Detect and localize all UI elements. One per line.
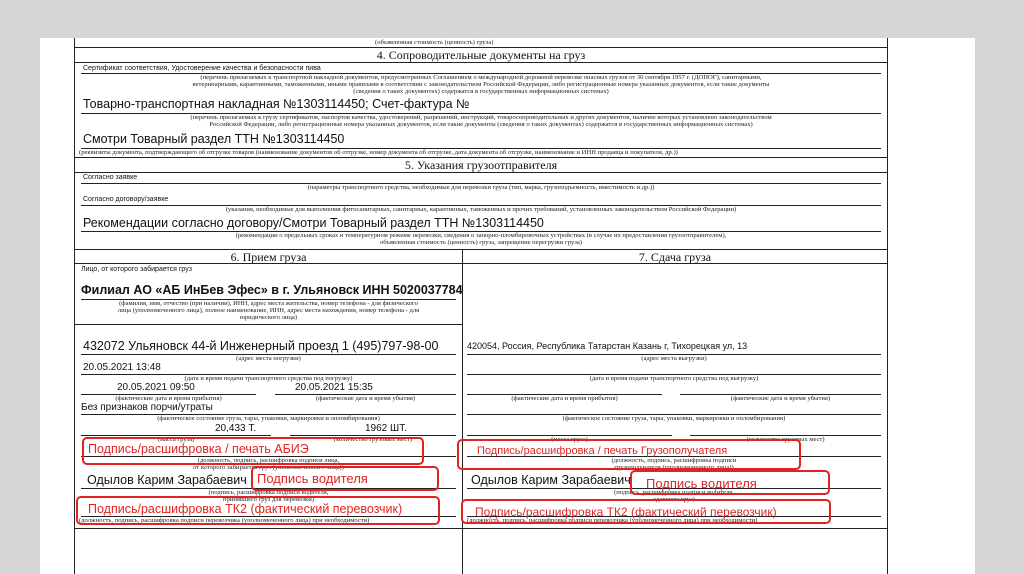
s4-doc2: Смотри Товарный раздел ТТН №1303114450 xyxy=(83,132,345,146)
s6-date-submit-note: (дата и время подачи транспортного средства под погрузку) xyxy=(184,375,353,382)
section-4-header: 4. Сопроводительные документы на груз xyxy=(376,48,586,62)
rule xyxy=(75,249,887,250)
s6-date-submit: 20.05.2021 13:48 xyxy=(83,362,161,373)
s6-org-note-a: (фамилия, имя, отчество (при наличии), ИНН, адрес места жительства, номер телефона - для физического xyxy=(119,300,418,307)
s6-state: Без признаков порчи/утраты xyxy=(81,402,213,413)
rule xyxy=(75,528,887,529)
s5-line2: Согласно договору/заявке xyxy=(83,196,169,203)
annotation-left-signature xyxy=(82,437,424,465)
annotation-right-driver xyxy=(630,470,830,495)
s7-mass-note: (масса груза) xyxy=(551,436,588,443)
s5-note2: (указания, необходимые для выполнения фитосанитарных, санитарных, карантинных, таможенных и прочих требований, установленных законодательством Российской Федерации) xyxy=(225,206,737,213)
rule xyxy=(75,62,887,63)
document-sheet xyxy=(40,38,975,574)
annotation-right-signature-text: Подпись/расшифровка / печать Грузополучателя xyxy=(477,445,728,457)
annotation-left-carrier-text: Подпись/расшифровка ТК2 (фактический перевозчик) xyxy=(88,502,403,516)
s6-org: Филиал АО «АБ ИнБев Эфес» в г. Ульяновск ИНН 5020037784 xyxy=(81,283,463,297)
s7-driver-note-a: (подпись, расшифровка подписи водителя, xyxy=(614,489,734,496)
s6-carrier-note: (должность, подпись, расшифровка подписи перевозчика (уполномоченного лица) при необходимости) xyxy=(79,517,370,524)
rule xyxy=(75,324,462,325)
s7-sig-note-b: грузополучателя (уполномоченного лица)) xyxy=(614,464,734,471)
s7-address: 420054, Россия, Республика Татарстан Казань г, Тихорецкая ул, 13 xyxy=(467,341,748,351)
s6-mass-note: (масса груза) xyxy=(157,436,195,443)
section-6-header: 6. Прием груза xyxy=(230,250,307,264)
s6-mass: 20,433 Т. xyxy=(215,423,257,434)
s6-departure-note: (фактические дата и время убытия) xyxy=(315,395,416,402)
s7-departure-note: (фактические дата и время убытия) xyxy=(730,395,831,402)
s6-arrival: 20.05.2021 09:50 xyxy=(117,382,195,393)
s5-line3: Рекомендации согласно договору/Смотри Товарный раздел ТТН №1303114450 xyxy=(83,216,544,230)
s6-driver-note-b: принявшего груз для перевозки) xyxy=(223,496,314,503)
annotation-right-carrier xyxy=(461,499,831,524)
s6-sig-note-b: от которого забирается груз (уполномоченного лица)) xyxy=(193,464,344,471)
annotation-right-carrier-text: Подпись/расшифровка ТК2 (фактический перевозчик) xyxy=(475,505,777,519)
column-divider xyxy=(462,249,463,574)
s4-note2-a: (перечень прилагаемых к грузу сертификатов, паспортов качества, удостоверений, разрешений, инструкций, товаросопроводительных и других документов, наличие которых установлено законодательством xyxy=(190,114,772,121)
annotation-right-driver-text: Подпись водителя xyxy=(646,476,757,491)
s7-driver-note-b: сдавшего груз) xyxy=(653,496,695,503)
s6-departure: 20.05.2021 15:35 xyxy=(295,382,373,393)
s7-arrival-note: (фактические дата и время прибытия) xyxy=(511,395,618,402)
annotation-left-driver xyxy=(251,466,439,491)
section-5-header: 5. Указания грузоотправителя xyxy=(404,158,558,172)
s5-line1: Согласно заявке xyxy=(83,174,138,181)
s5-note3-a: (рекомендации о предельных сроках и температурном режиме перевозки, сведения о запорно-пломбировочных устройствах (в случае их предоставления грузоотправителем), xyxy=(235,232,727,239)
s6-qty-note: (количество грузовых мест) xyxy=(333,436,413,443)
s5-note3-b: объявленная стоимость (ценность) груза, запрещение перегрузки груза) xyxy=(380,239,582,246)
s6-driver-note-a: (подпись, расшифровка подписи водителя, xyxy=(208,489,329,496)
annotation-left-signature-text: Подпись/расшифровка / печать АБИЭ xyxy=(88,442,309,456)
rule xyxy=(75,172,887,173)
annotation-left-driver-text: Подпись водителя xyxy=(257,471,368,486)
s5-note1: (параметры транспортного средства, необходимые для перевозки груза (тип, марка, грузоподъемность, вместимость и др.)) xyxy=(307,184,655,191)
s6-org-note-b: лица (уполномоченного лица), полное наименование, ИНН, адрес места нахождения, номер телефона - для xyxy=(117,307,420,314)
s7-sig-note-a: (должность, подпись, расшифровка подписи xyxy=(611,457,737,464)
s6-address: 432072 Ульяновск 44-й Инженерный проезд 1 (495)797-98-00 xyxy=(83,339,439,353)
s4-note2-b: Российской Федерации, либо регистрационные номера указанных документов, если такие документы (сведения о таких документах) содержатся в государственных информационных системах) xyxy=(209,121,753,128)
s6-driver: Одылов Карим Зарабаевич xyxy=(87,473,247,487)
s7-address-note: (адрес места выгрузки) xyxy=(641,355,707,362)
s4-note1-a: (перечень прилагаемых к транспортной накладной документов, предусмотренных Соглашением о международной дорожной перевозке опасных грузов от 30 сентября 1957 г. (ДОПОГ), санитарными, xyxy=(200,74,762,81)
annotation-left-carrier xyxy=(76,496,440,525)
s6-address-note: (адрес места погрузки) xyxy=(236,355,301,362)
s6-org-note-c: юридического лица) xyxy=(239,314,298,321)
s7-carrier-note: (должность, подпись, расшифровка подписи перевозчика (уполномоченного лица) при необходимости) xyxy=(467,517,758,524)
s4-note3: (реквизиты документа, подтверждающего об отгрузке товаров (наименование документов об отгрузке, номер документа об отгрузке, дата документа об отгрузке, наименование и ИНН продавца и покупателя, др.)) xyxy=(79,149,678,156)
s6-state-note: (фактическое состояние груза, тары, упаковки, маркировки и опломбирования) xyxy=(157,415,380,422)
s6-sig-note-a: (должность, подпись, расшифровка подписи лица, xyxy=(197,457,340,464)
rule xyxy=(75,263,887,264)
section-7-header: 7. Сдача груза xyxy=(638,250,712,264)
s6-arrival-note: (фактические дата и время прибытия) xyxy=(115,395,222,402)
s6-who-label: Лицо, от которого забирается груз xyxy=(81,266,192,273)
s6-qty: 1962 ШТ. xyxy=(365,423,407,434)
s7-driver: Одылов Карим Зарабаевич xyxy=(471,473,631,487)
s7-state-note: (фактическое состояние груза, тары, упаковки, маркировки и опломбирования) xyxy=(562,415,786,422)
s7-submit-note: (дата и время подачи транспортного средства под выгрузку) xyxy=(589,375,759,382)
s4-doc1: Товарно-транспортная накладная №1303114450; Счет-фактура № xyxy=(83,97,470,111)
s4-note1-b: ветеринарными, карантинными, таможенными, иными правилами в соответствии с законодательством Российской Федерации, либо регистрационные номера указанных документов, если такие документы xyxy=(192,81,770,88)
s7-qty-note: (количество грузовых мест) xyxy=(746,436,825,443)
certificate-line: Сертификат соответствия, Удостоверение качества и безопасности пива xyxy=(83,65,321,72)
top-cut-caption: (объявленная стоимость (ценность) груза) xyxy=(375,39,494,46)
s4-note1-c: (сведения о таких документах) содержатся в государственных информационных системах) xyxy=(353,88,609,95)
